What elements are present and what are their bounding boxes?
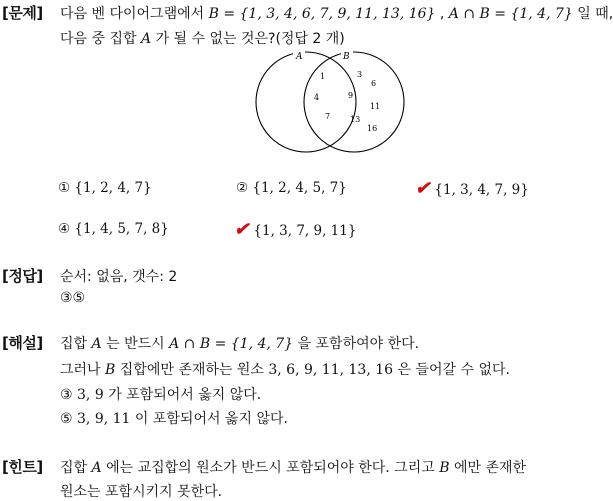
venn-element: 3	[357, 70, 363, 79]
hint-line-1	[60, 457, 526, 477]
choice-set: {1, 2, 4, 5, 7}	[252, 180, 347, 196]
set-b-variable: B	[105, 362, 116, 378]
explanation-text: 는 반드시	[106, 336, 165, 352]
explanation-line-1	[60, 333, 419, 353]
set-a-variable: A	[140, 31, 152, 47]
explanation-text: 집합에만 존재하는 원소	[119, 362, 264, 378]
venn-element: 6	[371, 79, 377, 88]
set-b-label: B	[343, 52, 350, 62]
explanation-line-2	[60, 359, 510, 379]
set-b-definition: B = {1, 3, 4, 6, 7, 9, 11, 13, 16}	[208, 6, 436, 22]
set-a-variable: A	[91, 460, 102, 476]
choice-4[interactable]	[58, 221, 169, 237]
explanation-line-4	[60, 408, 288, 428]
explanation-text: 그러나	[60, 362, 101, 378]
choice-5[interactable]	[234, 219, 356, 240]
venn-diagram	[250, 52, 410, 162]
problem-text: 일 때,	[577, 6, 613, 22]
answer-line-1: 순서: 없음, 갯수: 2	[60, 269, 178, 285]
set-b-circle	[304, 52, 404, 152]
answer-line-2: ③⑤	[60, 290, 86, 306]
venn-element: 4	[314, 93, 320, 102]
venn-element: 1	[320, 72, 326, 81]
hint-text: 집합	[60, 460, 88, 476]
choice-marker: ④	[58, 221, 71, 237]
intersection-definition: A ∩ B = {1, 4, 7}	[169, 336, 294, 352]
venn-element: 13	[350, 115, 361, 124]
explanation-text: 가 포함되어서 옳지 않다.	[108, 387, 262, 403]
set-a-label: A	[296, 52, 303, 62]
choice-1[interactable]	[58, 180, 152, 196]
choice-marker: ⑤	[60, 411, 73, 427]
choice-3[interactable]	[415, 178, 529, 199]
comma: ,	[439, 6, 445, 22]
explanation-line-3	[60, 384, 261, 404]
problem-text: 다음 벤 다이어그램에서	[60, 6, 205, 22]
hint-text: 에는 교집합의 원소가 반드시 포함되어야 한다. 그리고	[106, 460, 435, 476]
b-only-elements: 3, 6, 9, 11, 13, 16	[268, 362, 394, 378]
hint-tag: [힌트]	[2, 458, 43, 476]
problem-line-2	[60, 28, 345, 48]
check-mark-icon: ✔	[415, 178, 431, 199]
excluded-elements: 3, 9, 11	[77, 411, 131, 427]
choice-set: {1, 2, 4, 7}	[74, 180, 152, 196]
intersection-definition: A ∩ B = {1, 4, 7}	[448, 6, 573, 22]
choice-set: {1, 4, 5, 7, 8}	[74, 221, 169, 237]
choice-marker: ①	[58, 180, 71, 196]
venn-element: 11	[370, 102, 381, 111]
explanation-text: 이 포함되어서 옳지 않다.	[134, 411, 288, 427]
choice-marker: ③	[60, 387, 73, 403]
hint-text: 에만 존재한	[453, 460, 527, 476]
set-b-variable: B	[439, 460, 450, 476]
choice-2[interactable]	[236, 180, 347, 196]
explanation-tag: [해설]	[2, 334, 43, 352]
venn-element: 9	[348, 91, 354, 100]
choice-marker: ②	[236, 180, 249, 196]
explanation-text: 은 들어갈 수 없다.	[397, 362, 510, 378]
hint-line-2: 원소는 포함시키지 못한다.	[60, 484, 223, 500]
choice-set: {1, 3, 4, 7, 9}	[434, 182, 529, 198]
problem-text: 가 될 수 없는 것은?(정답 2 개)	[155, 31, 345, 47]
set-a-circle	[256, 52, 356, 152]
set-a-variable: A	[91, 336, 102, 352]
answer-tag: [정답]	[2, 267, 43, 285]
problem-tag: [문제]	[2, 4, 43, 22]
excluded-elements: 3, 9	[77, 387, 104, 403]
venn-element: 7	[325, 112, 331, 121]
check-mark-icon: ✔	[234, 219, 250, 240]
choice-set: {1, 3, 7, 9, 11}	[253, 223, 357, 239]
problem-text: 다음 중 집합	[60, 31, 137, 47]
explanation-text: 을 포함하여야 한다.	[297, 336, 420, 352]
problem-line-1	[60, 3, 613, 23]
venn-element: 16	[367, 124, 378, 133]
explanation-text: 집합	[60, 336, 88, 352]
